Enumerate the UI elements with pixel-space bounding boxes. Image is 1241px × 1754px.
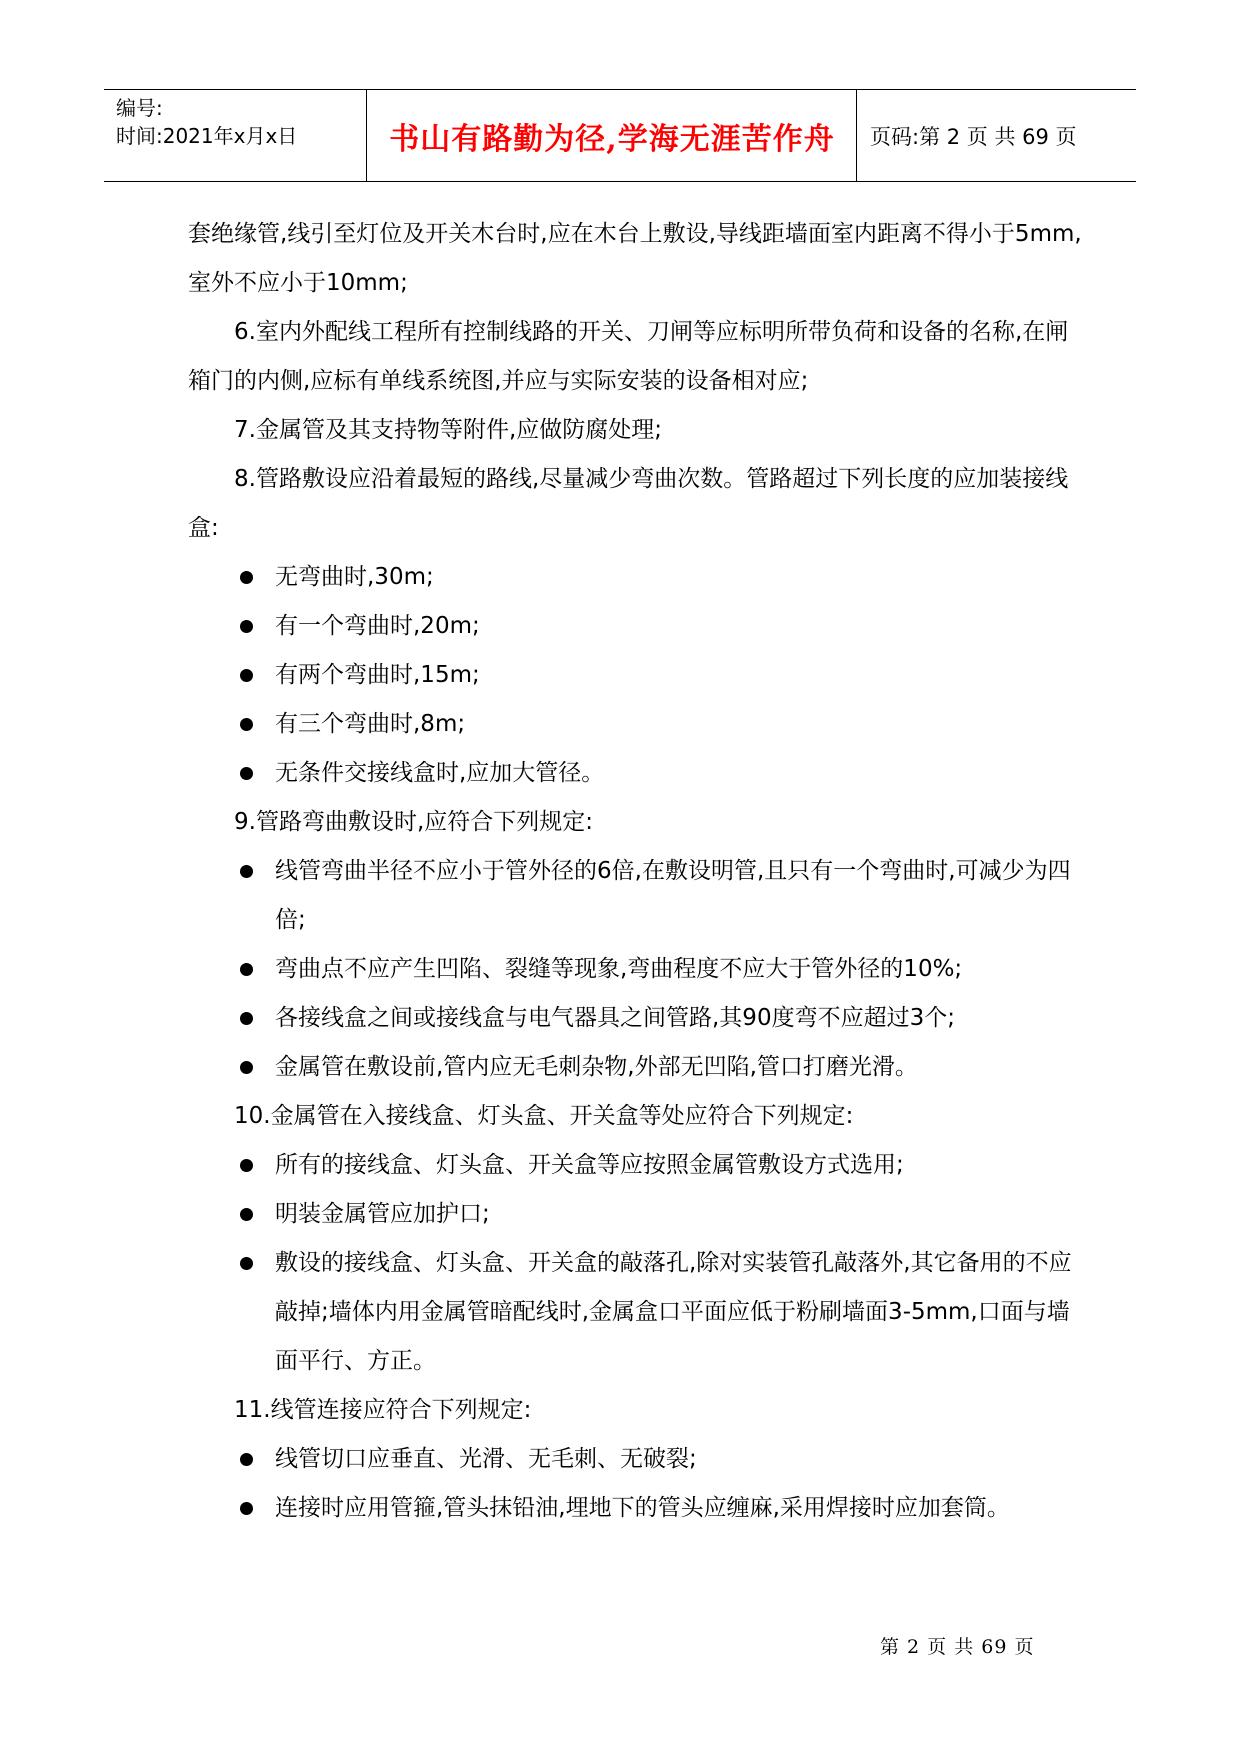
list-item	[188, 602, 1088, 651]
list-item	[188, 1435, 1088, 1484]
list-item	[188, 1484, 1088, 1533]
list-item	[188, 749, 1088, 798]
list-item	[188, 700, 1088, 749]
list-item-text: 所有的接线盒、灯头盒、开关盒等应按照金属管敷设方式选用;	[275, 1152, 904, 1178]
header-motto: 书山有路勤为径,学海无涯苦作舟	[389, 121, 835, 157]
list-item-text: 敷设的接线盒、灯头盒、开关盒的敲落孔,除对实装管孔敲落外,其它备用的不应敲掉;墙体内用金属管暗配线时,金属盒口平面应低于粉刷墙面3-5mm,口面与墙面平行、方正。	[275, 1250, 1072, 1374]
bullet-icon	[240, 963, 253, 976]
bullet-icon	[240, 865, 253, 878]
list-item-text: 线管弯曲半径不应小于管外径的6倍,在敷设明管,且只有一个弯曲时,可减少为四倍;	[275, 858, 1071, 933]
list-item-text: 有一个弯曲时,20m;	[275, 613, 480, 639]
list-item-text: 各接线盒之间或接线盒与电气器具之间管路,其90度弯不应超过3个;	[275, 1005, 955, 1031]
paragraph: 套绝缘管,线引至灯位及开关木台时,应在木台上敷设,导线距墙面室内距离不得小于5mm,室外不应小于10mm;	[188, 221, 1082, 296]
list-item	[188, 1043, 1088, 1092]
header-divider	[366, 90, 367, 181]
bullet-icon	[240, 1159, 253, 1172]
document-body	[188, 210, 1088, 1533]
list-item-text: 有两个弯曲时,15m;	[275, 662, 480, 688]
paragraph: 7.金属管及其支持物等附件,应做防腐处理;	[234, 417, 663, 443]
bullet-icon	[240, 767, 253, 780]
list-item	[188, 945, 1088, 994]
header-divider	[856, 90, 857, 181]
list-item	[188, 651, 1088, 700]
bullet-icon	[240, 718, 253, 731]
list-item-text: 连接时应用管箍,管头抹铅油,埋地下的管头应缠麻,采用焊接时应加套筒。	[275, 1495, 1010, 1521]
bullet-icon	[240, 571, 253, 584]
list-item-text: 线管切口应垂直、光滑、无毛刺、无破裂;	[275, 1446, 697, 1472]
list-item	[188, 847, 1088, 945]
number-label: 编号:	[116, 96, 163, 120]
list-item	[188, 1141, 1088, 1190]
bullet-icon	[240, 1502, 253, 1515]
list-item	[188, 1239, 1088, 1386]
bullet-icon	[240, 1061, 253, 1074]
list-item-text: 无弯曲时,30m;	[275, 564, 434, 590]
header-page-label: 页码:第 2 页 共 69 页	[870, 124, 1077, 149]
time-label: 时间:2021年x月x日	[116, 124, 298, 148]
list-item-text: 弯曲点不应产生凹陷、裂缝等现象,弯曲程度不应大于管外径的10%;	[275, 956, 963, 982]
paragraph: 9.管路弯曲敷设时,应符合下列规定:	[234, 809, 594, 835]
list-item	[188, 1190, 1088, 1239]
list-item	[188, 553, 1088, 602]
bullet-icon	[240, 620, 253, 633]
bullet-icon	[240, 1208, 253, 1221]
page-footer: 第 2 页 共 69 页	[880, 1636, 1035, 1658]
bullet-icon	[240, 1012, 253, 1025]
paragraph: 8.管路敷设应沿着最短的路线,尽量减少弯曲次数。管路超过下列长度的应加装接线盒:	[188, 466, 1069, 541]
list-item-text: 明装金属管应加护口;	[275, 1201, 490, 1227]
bullet-icon	[240, 669, 253, 682]
list-item-text: 金属管在敷设前,管内应无毛刺杂物,外部无凹陷,管口打磨光滑。	[275, 1054, 918, 1080]
list-item-text: 有三个弯曲时,8m;	[275, 711, 466, 737]
bullet-icon	[240, 1453, 253, 1466]
bullet-icon	[240, 1257, 253, 1270]
list-item-text: 无条件交接线盒时,应加大管径。	[275, 760, 605, 786]
header-meta	[116, 94, 297, 150]
list-item	[188, 994, 1088, 1043]
paragraph: 11.线管连接应符合下列规定:	[234, 1397, 532, 1423]
paragraph: 10.金属管在入接线盒、灯头盒、开关盒等处应符合下列规定:	[234, 1103, 854, 1129]
paragraph: 6.室内外配线工程所有控制线路的开关、刀闸等应标明所带负荷和设备的名称,在闸箱门的内侧,应标有单线系统图,并应与实际安装的设备相对应;	[188, 319, 1069, 394]
page-header	[104, 89, 1136, 182]
